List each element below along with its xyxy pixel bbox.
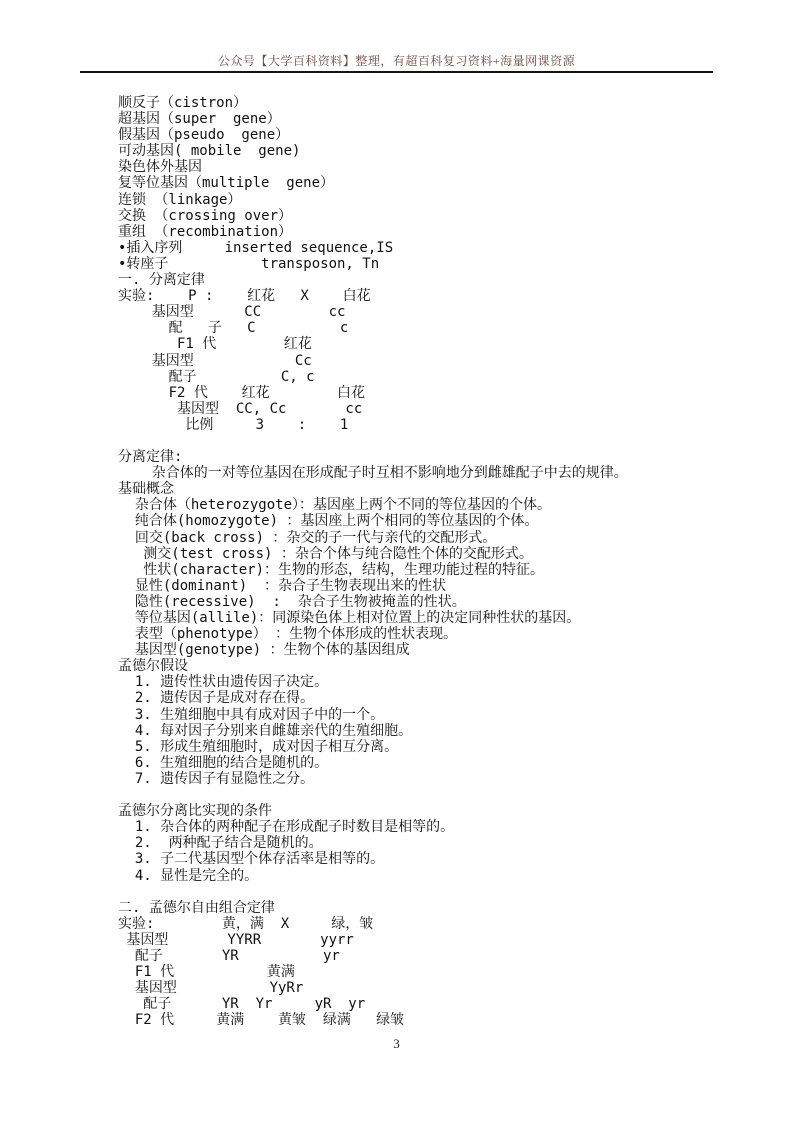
document-body [118, 95, 763, 1028]
text-line: 6. 生殖细胞的结合是随机的。 [118, 754, 329, 771]
text-line: 基础概念 [118, 481, 174, 498]
text-line: 表型（phenotype） ：生物个体形成的性状表现。 [118, 626, 458, 643]
text-line: 基因型(genotype) ：生物个体的基因组成 [118, 642, 410, 659]
text-line: 3. 子二代基因型个体存活率是相等的。 [118, 851, 385, 868]
header-notice: 公众号【大学百科资料】整理，有超百科复习资料+海量网课资源 [217, 54, 576, 68]
text-line: 隐性(recessive) : 杂合子生物被掩盖的性状。 [118, 593, 466, 610]
text-line: 5. 形成生殖细胞时，成对因子相互分离。 [118, 738, 399, 755]
text-line: 3. 生殖细胞中具有成对因子中的一个。 [118, 706, 385, 723]
text-line: F1 代 黄满 [118, 964, 295, 981]
text-line: 配子 YR yr [118, 947, 340, 964]
text-line: 连锁 （linkage） [118, 191, 242, 208]
text-line: 1. 遗传性状由遗传因子决定。 [118, 674, 329, 691]
page-number: 3 [393, 1036, 400, 1051]
text-line: 1. 杂合体的两种配子在形成配子时数目是相等的。 [118, 819, 455, 836]
text-line: 染色体外基因 [118, 159, 202, 176]
text-line: 回交(back cross) ：杂交的子一代与亲代的交配形式。 [118, 529, 497, 546]
text-line: 性状(character)：生物的形态，结构，生理功能过程的特征。 [118, 561, 545, 578]
text-line: 可动基因( mobile gene) [118, 143, 301, 160]
text-line: F2 代 红花 白花 [118, 384, 366, 401]
text-line: •转座子 transposon, Tn [118, 255, 380, 272]
text-line: 二. 孟德尔自由组合定律 [118, 899, 275, 916]
text-line: 分离定律: [118, 449, 183, 466]
text-line: 4. 显性是完全的。 [118, 867, 259, 884]
text-line: 交换 （crossing over） [118, 207, 293, 224]
text-line [118, 433, 763, 449]
text-line: 实验: 黄，满 X 绿，皱 [118, 915, 374, 932]
text-line: 配子 C, c [118, 368, 315, 385]
text-line: F2 代 黄满 黄皱 绿满 绿皱 [118, 1012, 405, 1029]
text-line: 等位基因(allile)：同源染色体上相对位置上的决定同种性状的基因。 [118, 610, 581, 626]
text-line: 2. 两种配子结合是随机的。 [118, 835, 323, 852]
text-line: 复等位基因（multiple gene） [118, 175, 335, 192]
text-line: 超基因（super gene） [118, 111, 281, 128]
text-line: 比例 3 : 1 [118, 416, 349, 433]
text-line: •插入序列 inserted sequence,IS [118, 239, 394, 256]
text-line [118, 787, 763, 803]
text-line: 4. 每对因子分别来自雌雄亲代的生殖细胞。 [118, 722, 413, 739]
text-line: 7. 遗传因子有显隐性之分。 [118, 770, 315, 787]
text-line: 纯合体(homozygote) ：基因座上两个相同的等位基因的个体。 [118, 513, 539, 530]
text-line: 杂合体的一对等位基因在形成配子时互相不影响地分到雌雄配子中去的规律。 [118, 465, 628, 482]
text-line: 测交(test cross) ：杂合个体与纯合隐性个体的交配形式。 [118, 545, 533, 562]
text-line: 基因型 YyRr [118, 980, 304, 997]
header-rule [80, 71, 713, 73]
text-line: 基因型 YYRR yyrr [118, 931, 354, 948]
text-line: 实验: P : 红花 X 白花 [118, 288, 371, 305]
text-line: 基因型 CC, Cc cc [118, 400, 363, 417]
text-line: 杂合体（heterozygote）：基因座上两个不同的等位基因的个体。 [118, 497, 552, 514]
text-line: 基因型 Cc [118, 352, 312, 369]
text-line: 基因型 CC cc [118, 304, 346, 321]
text-line: 一. 分离定律 [118, 272, 205, 289]
text-line: 2. 遗传因子是成对存在得。 [118, 690, 315, 707]
text-line: 配 子 C c [118, 320, 349, 337]
text-line: 假基因（pseudo gene） [118, 127, 290, 144]
text-line [118, 884, 763, 900]
text-line: 顺反子（cistron） [118, 95, 248, 111]
text-line: 重组 （recombination） [118, 223, 293, 240]
text-line: 孟德尔假设 [118, 658, 188, 675]
text-line: 配子 YR Yr yR yr [118, 996, 366, 1013]
text-line: F1 代 红花 [118, 336, 312, 353]
text-line: 显性(dominant) ：杂合子生物表现出来的性状 [118, 577, 447, 594]
text-line: 孟德尔分离比实现的条件 [118, 803, 272, 820]
